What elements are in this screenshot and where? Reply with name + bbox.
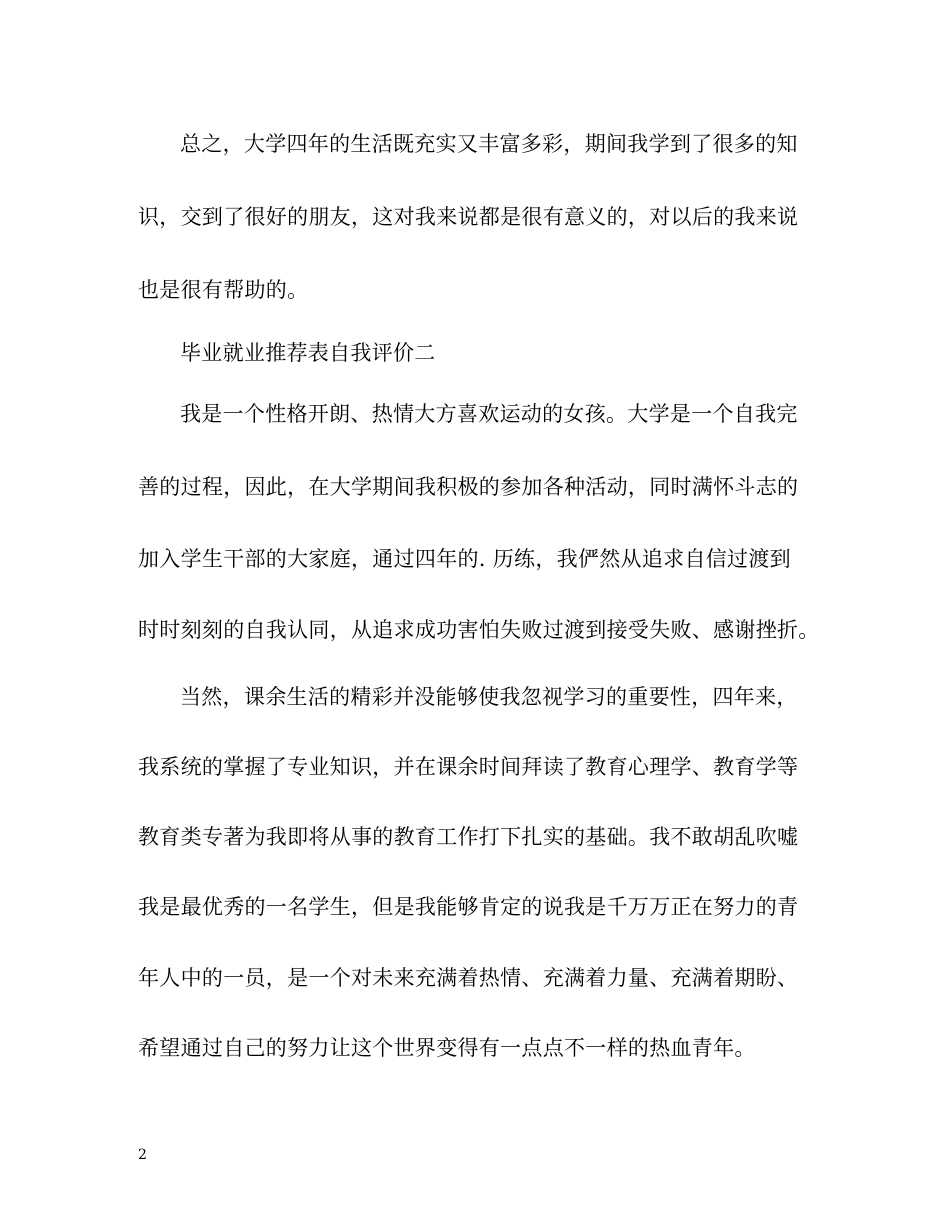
paragraph-line: 总之，大学四年的生活既充实又丰富多彩，期间我学到了很多的知: [180, 132, 798, 156]
paragraph-line: 年人中的一员，是一个对未来充满着热情、充满着力量、充满着期盼、: [138, 966, 799, 990]
paragraph-line: 希望通过自己的努力让这个世界变得有一点点不一样的热血青年。: [138, 1036, 756, 1060]
section-heading: 毕业就业推荐表自我评价二: [180, 341, 436, 365]
paragraph-line: 时时刻刻的自我认同，从追求成功害怕失败过渡到接受失败、感谢挫折。: [138, 618, 820, 642]
paragraph-line: 我是最优秀的一名学生，但是我能够肯定的说我是千万万正在努力的青: [138, 895, 799, 919]
paragraph-line: 也是很有帮助的。: [138, 278, 309, 302]
paragraph-line: 我是一个性格开朗、热情大方喜欢运动的女孩。大学是一个自我完: [180, 402, 798, 426]
paragraph-line: 教育类专著为我即将从事的教育工作打下扎实的基础。我不敢胡乱吹嘘: [138, 825, 799, 849]
paragraph-line: 当然，课余生活的精彩并没能够使我忽视学习的重要性，四年来，: [180, 685, 798, 709]
page-number: 2: [138, 1147, 147, 1163]
paragraph-line: 我系统的掌握了专业知识，并在课余时间拜读了教育心理学、教育学等: [138, 755, 799, 779]
paragraph-line: 善的过程，因此，在大学期间我积极的参加各种活动，同时满怀斗志的: [138, 475, 799, 499]
paragraph-line: 加入学生干部的大家庭，通过四年的. 历练，我俨然从追求自信过渡到: [138, 547, 791, 571]
paragraph-line: 识，交到了很好的朋友，这对我来说都是很有意义的，对以后的我来说: [138, 205, 799, 229]
